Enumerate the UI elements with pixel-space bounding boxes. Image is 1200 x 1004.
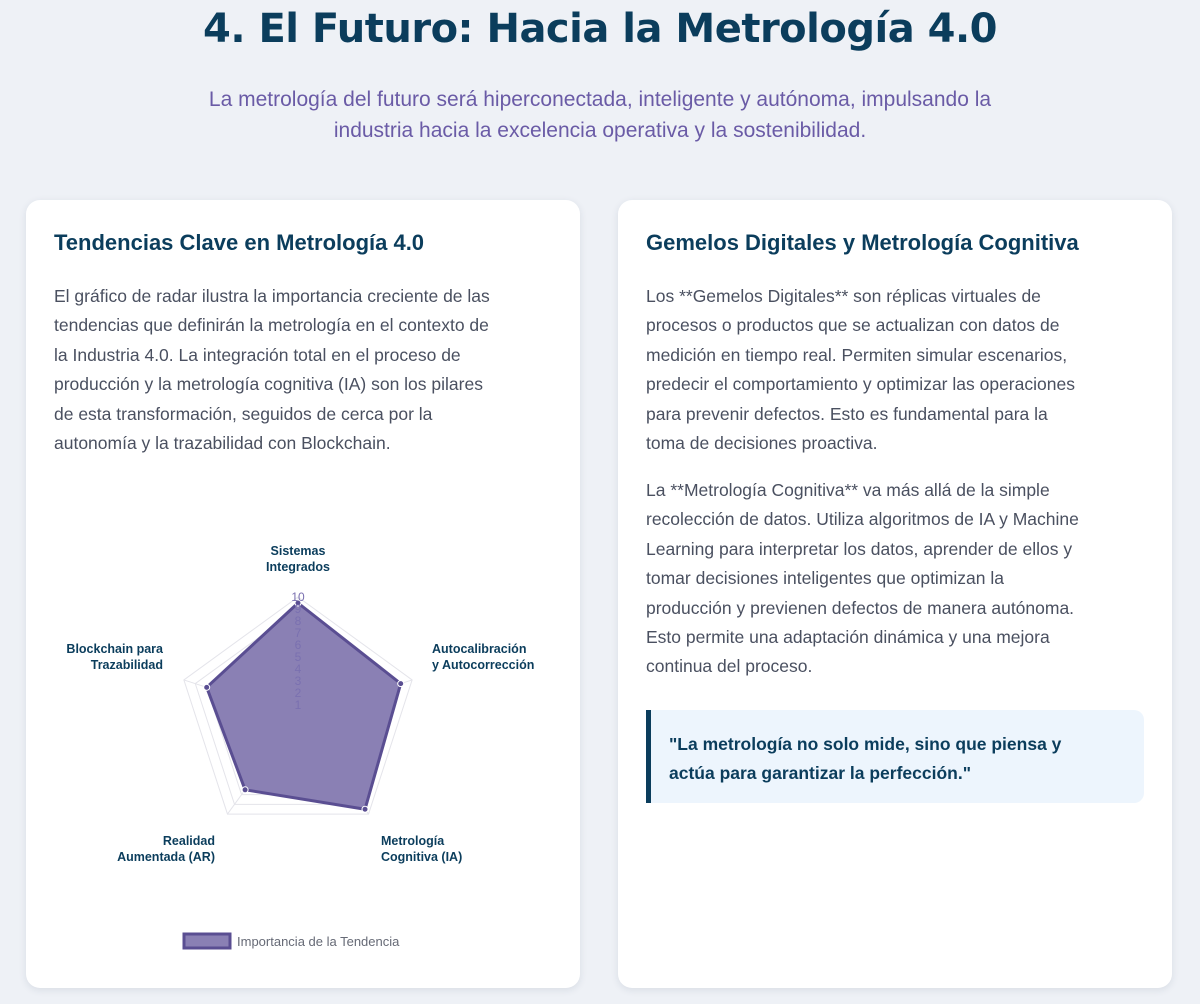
radar-tick-label: 10 [291,590,305,604]
page-subtitle [180,84,1020,146]
text-line: predecir el comportamiento y optimizar las operaciones [646,374,1075,395]
radar-data-point [398,681,404,687]
radar-category-label: Cognitiva (IA) [381,850,463,864]
radar-chart [26,200,580,988]
digital-twins-paragraph [646,282,1146,458]
quote-line: actúa para garantizar la perfección." [669,763,972,783]
cognitive-metrology-paragraph [646,476,1146,682]
text-line: procesos o productos que se actualizan con datos de [646,315,1060,336]
radar-data-point [242,787,248,793]
page-title: 4. El Futuro: Hacia la Metrología 4.0 [203,6,997,52]
trends-card-heading: Tendencias Clave en Metrología 4.0 [54,230,425,255]
radar-category-label: Aumentada (AR) [117,850,215,864]
trends-card [26,200,580,988]
text-line: Los **Gemelos Digitales** son réplicas virtuales de [646,286,1041,306]
radar-tick-label: 7 [294,626,302,640]
text-line: autonomía y la trazabilidad con Blockchain. [54,433,391,454]
radar-tick-label: 8 [294,614,302,628]
text-line: continua del proceso. [646,656,813,677]
text-line: recolección de datos. Utiliza algoritmos de IA y Machine [646,509,1079,530]
radar-data-point [204,684,210,690]
radar-category-label: Sistemas [270,544,326,558]
subtitle-line: industria hacia la excelencia operativa y la sostenibilidad. [333,119,867,142]
radar-data-point [362,806,368,812]
text-line: Learning para interpretar los datos, aprender de ellos y [646,538,1073,559]
text-line: tendencias que definirán la metrología en el contexto de [54,315,489,336]
quote-callout [646,710,1144,803]
radar-tick-label: 6 [294,638,302,652]
text-line: toma de decisiones proactiva. [646,433,878,454]
text-line: producción y previenen defectos de manera autónoma. [646,597,1075,618]
legend-swatch [184,934,230,948]
text-line: La **Metrología Cognitiva** va más allá de la simple [646,480,1050,500]
text-line: de esta transformación, seguidos de cerca por la [54,403,433,424]
radar-tick-label: 3 [294,674,302,688]
quote-line: "La metrología no solo mide, sino que piensa y [669,734,1062,754]
text-line: la Industria 4.0. La integración total en el proceso de [54,344,461,365]
text-line: medición en tiempo real. Permiten simular escenarios, [646,344,1068,365]
text-line: El gráfico de radar ilustra la importancia creciente de las [54,286,490,306]
radar-tick-label: 1 [294,698,302,712]
radar-category-label: Metrología [381,834,445,848]
radar-tick-label: 9 [294,602,302,616]
text-line: tomar decisiones inteligentes que optimizan la [646,568,1004,589]
text-line: para prevenir defectos. Esto es fundamental para la [646,403,1048,424]
radar-category-label: Realidad [162,834,215,848]
digital-twins-card-heading: Gemelos Digitales y Metrología Cognitiva [646,230,1079,255]
radar-category-label: Blockchain para [66,642,163,656]
radar-category-label: y Autocorrección [432,658,535,672]
radar-tick-label: 2 [294,686,302,700]
radar-tick-label: 4 [294,662,302,676]
text-line: Esto permite una adaptación dinámica y una mejora [646,627,1050,648]
radar-category-label: Trazabilidad [90,658,163,672]
radar-category-label: Integrados [266,560,330,574]
digital-twins-card [618,200,1172,988]
legend-label: Importancia de la Tendencia [237,934,400,949]
quote-text [669,730,1122,788]
subtitle-line: La metrología del futuro será hiperconectada, inteligente y autónoma, impulsando la [208,88,992,111]
text-line: producción y la metrología cognitiva (IA) son los pilares [54,374,483,395]
radar-tick-label: 5 [294,650,302,664]
radar-category-label: Autocalibración [432,642,527,656]
